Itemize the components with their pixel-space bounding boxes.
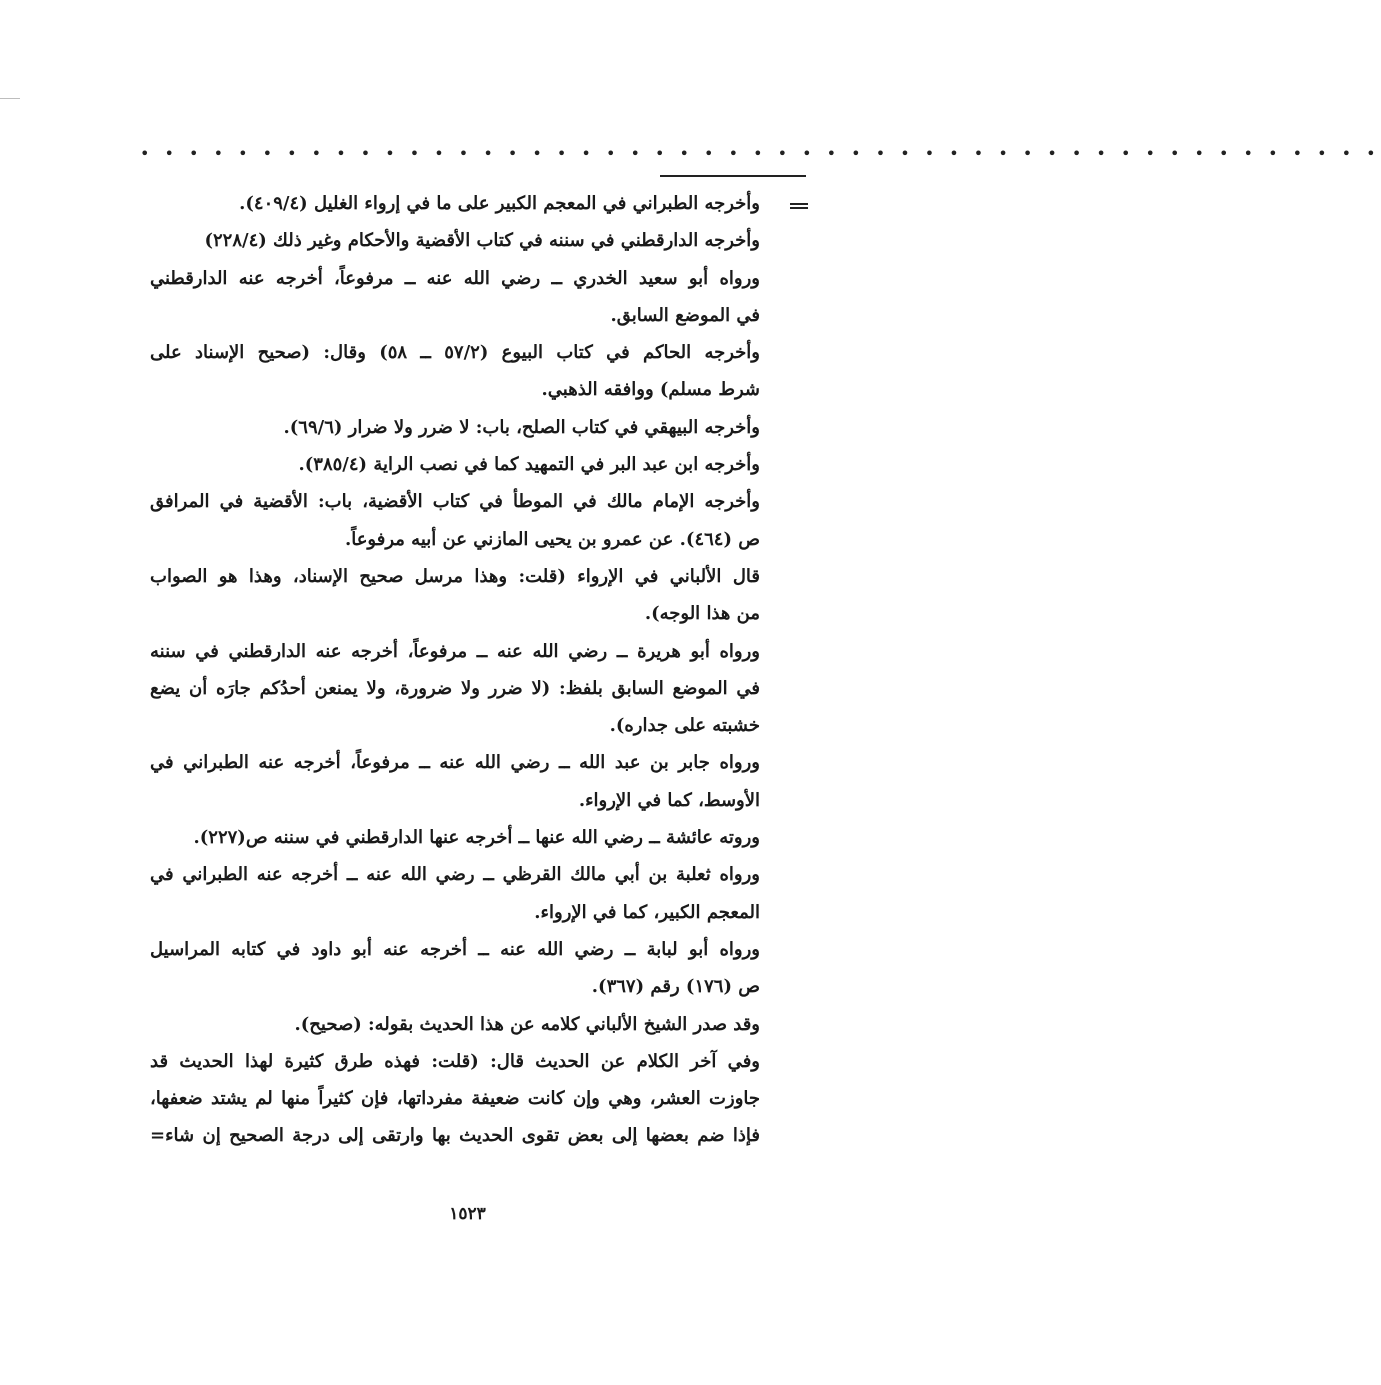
text-line: ص (٤٦٤). عن عمرو بن يحيى المازني عن أبيه مرفوعاً. bbox=[344, 528, 760, 550]
text-line: في الموضع السابق. bbox=[610, 304, 760, 326]
text-line: قال الألباني في الإرواء (قلت: وهذا مرسل صحيح الإسناد، وهذا هو الصواب bbox=[150, 565, 760, 587]
text-line: ورواه أبو سعيد الخدري ــ رضي الله عنه ــ مرفوعاً، أخرجه عنه الدارقطني bbox=[150, 267, 760, 289]
text-line: ورواه أبو هريرة ــ رضي الله عنه ــ مرفوعاً، أخرجه عنه الدارقطني في سننه bbox=[150, 640, 760, 662]
text-line: وأخرجه الحاكم في كتاب البيوع (٥٧/٢ ــ ٥٨) وقال: (صحيح الإسناد على bbox=[150, 342, 760, 364]
separator-dots: • • • • • • • • • • • • • • • • • • • • • • • • • • • • • • • • • • • • • • • • • • • • • • • • • • • bbox=[140, 144, 1381, 163]
scan-edge-mark bbox=[0, 98, 20, 99]
text-line: الأوسط، كما في الإرواء. bbox=[578, 789, 760, 811]
footnote-text bbox=[150, 185, 760, 1155]
text-line: في الموضع السابق بلفظ: (لا ضرر ولا ضرورة، ولا يمنعن أحدُكم جارَه أن يضع bbox=[150, 677, 760, 699]
text-line: من هذا الوجه). bbox=[644, 603, 760, 625]
continuation-mark bbox=[790, 203, 808, 211]
text-line: وروته عائشة ــ رضي الله عنها ــ أخرجه عنها الدارقطني في سننه ص(٢٢٧). bbox=[193, 827, 760, 849]
text-line: شرط مسلم) ووافقه الذهبي. bbox=[541, 379, 760, 401]
text-line: المعجم الكبير، كما في الإرواء. bbox=[534, 901, 760, 923]
text-line: ورواه ثعلبة بن أبي مالك القرظي ــ رضي الله عنه ــ أخرجه عنه الطبراني في bbox=[150, 864, 760, 886]
text-line: وأخرجه الدارقطني في سننه في كتاب الأقضية والأحكام وغير ذلك (٢٢٨/٤) bbox=[204, 230, 760, 252]
page-number: ١٥٢٣ bbox=[449, 1204, 486, 1224]
text-line: ورواه أبو لبابة ــ رضي الله عنه ــ أخرجه عنه أبو داود في كتابه المراسيل bbox=[150, 938, 760, 960]
text-line: وأخرجه البيهقي في كتاب الصلح، باب: لا ضرر ولا ضرار (٦٩/٦). bbox=[283, 416, 760, 438]
footnote-rule bbox=[660, 175, 806, 177]
text-line: خشبته على جداره). bbox=[609, 715, 760, 737]
text-line: جاوزت العشر، وهي وإن كانت ضعيفة مفرداتها، فإن كثيراً منها لم يشتد ضعفها، bbox=[150, 1088, 760, 1110]
text-line: وفي آخر الكلام عن الحديث قال: (قلت: فهذه طرق كثيرة لهذا الحديث قد bbox=[150, 1050, 760, 1072]
text-line: ورواه جابر بن عبد الله ــ رضي الله عنه ــ مرفوعاً، أخرجه عنه الطبراني في bbox=[150, 752, 760, 774]
text-line: وأخرجه ابن عبد البر في التمهيد كما في نصب الراية (٣٨٥/٤). bbox=[298, 454, 760, 476]
text-line: فإذا ضم بعضها إلى بعض تقوى الحديث بها وارتقى إلى درجة الصحيح إن شاء= bbox=[150, 1125, 760, 1147]
text-line: وأخرجه الإمام مالك في الموطأ في كتاب الأقضية، باب: الأقضية في المرافق bbox=[150, 491, 760, 513]
text-line: وأخرجه الطبراني في المعجم الكبير على ما في إرواء الغليل (٤٠٩/٤). bbox=[239, 193, 760, 214]
text-line: وقد صدر الشيخ الألباني كلامه عن هذا الحديث بقوله: (صحيح). bbox=[294, 1013, 760, 1035]
text-line: ص (١٧٦) رقم (٣٦٧). bbox=[591, 976, 760, 998]
